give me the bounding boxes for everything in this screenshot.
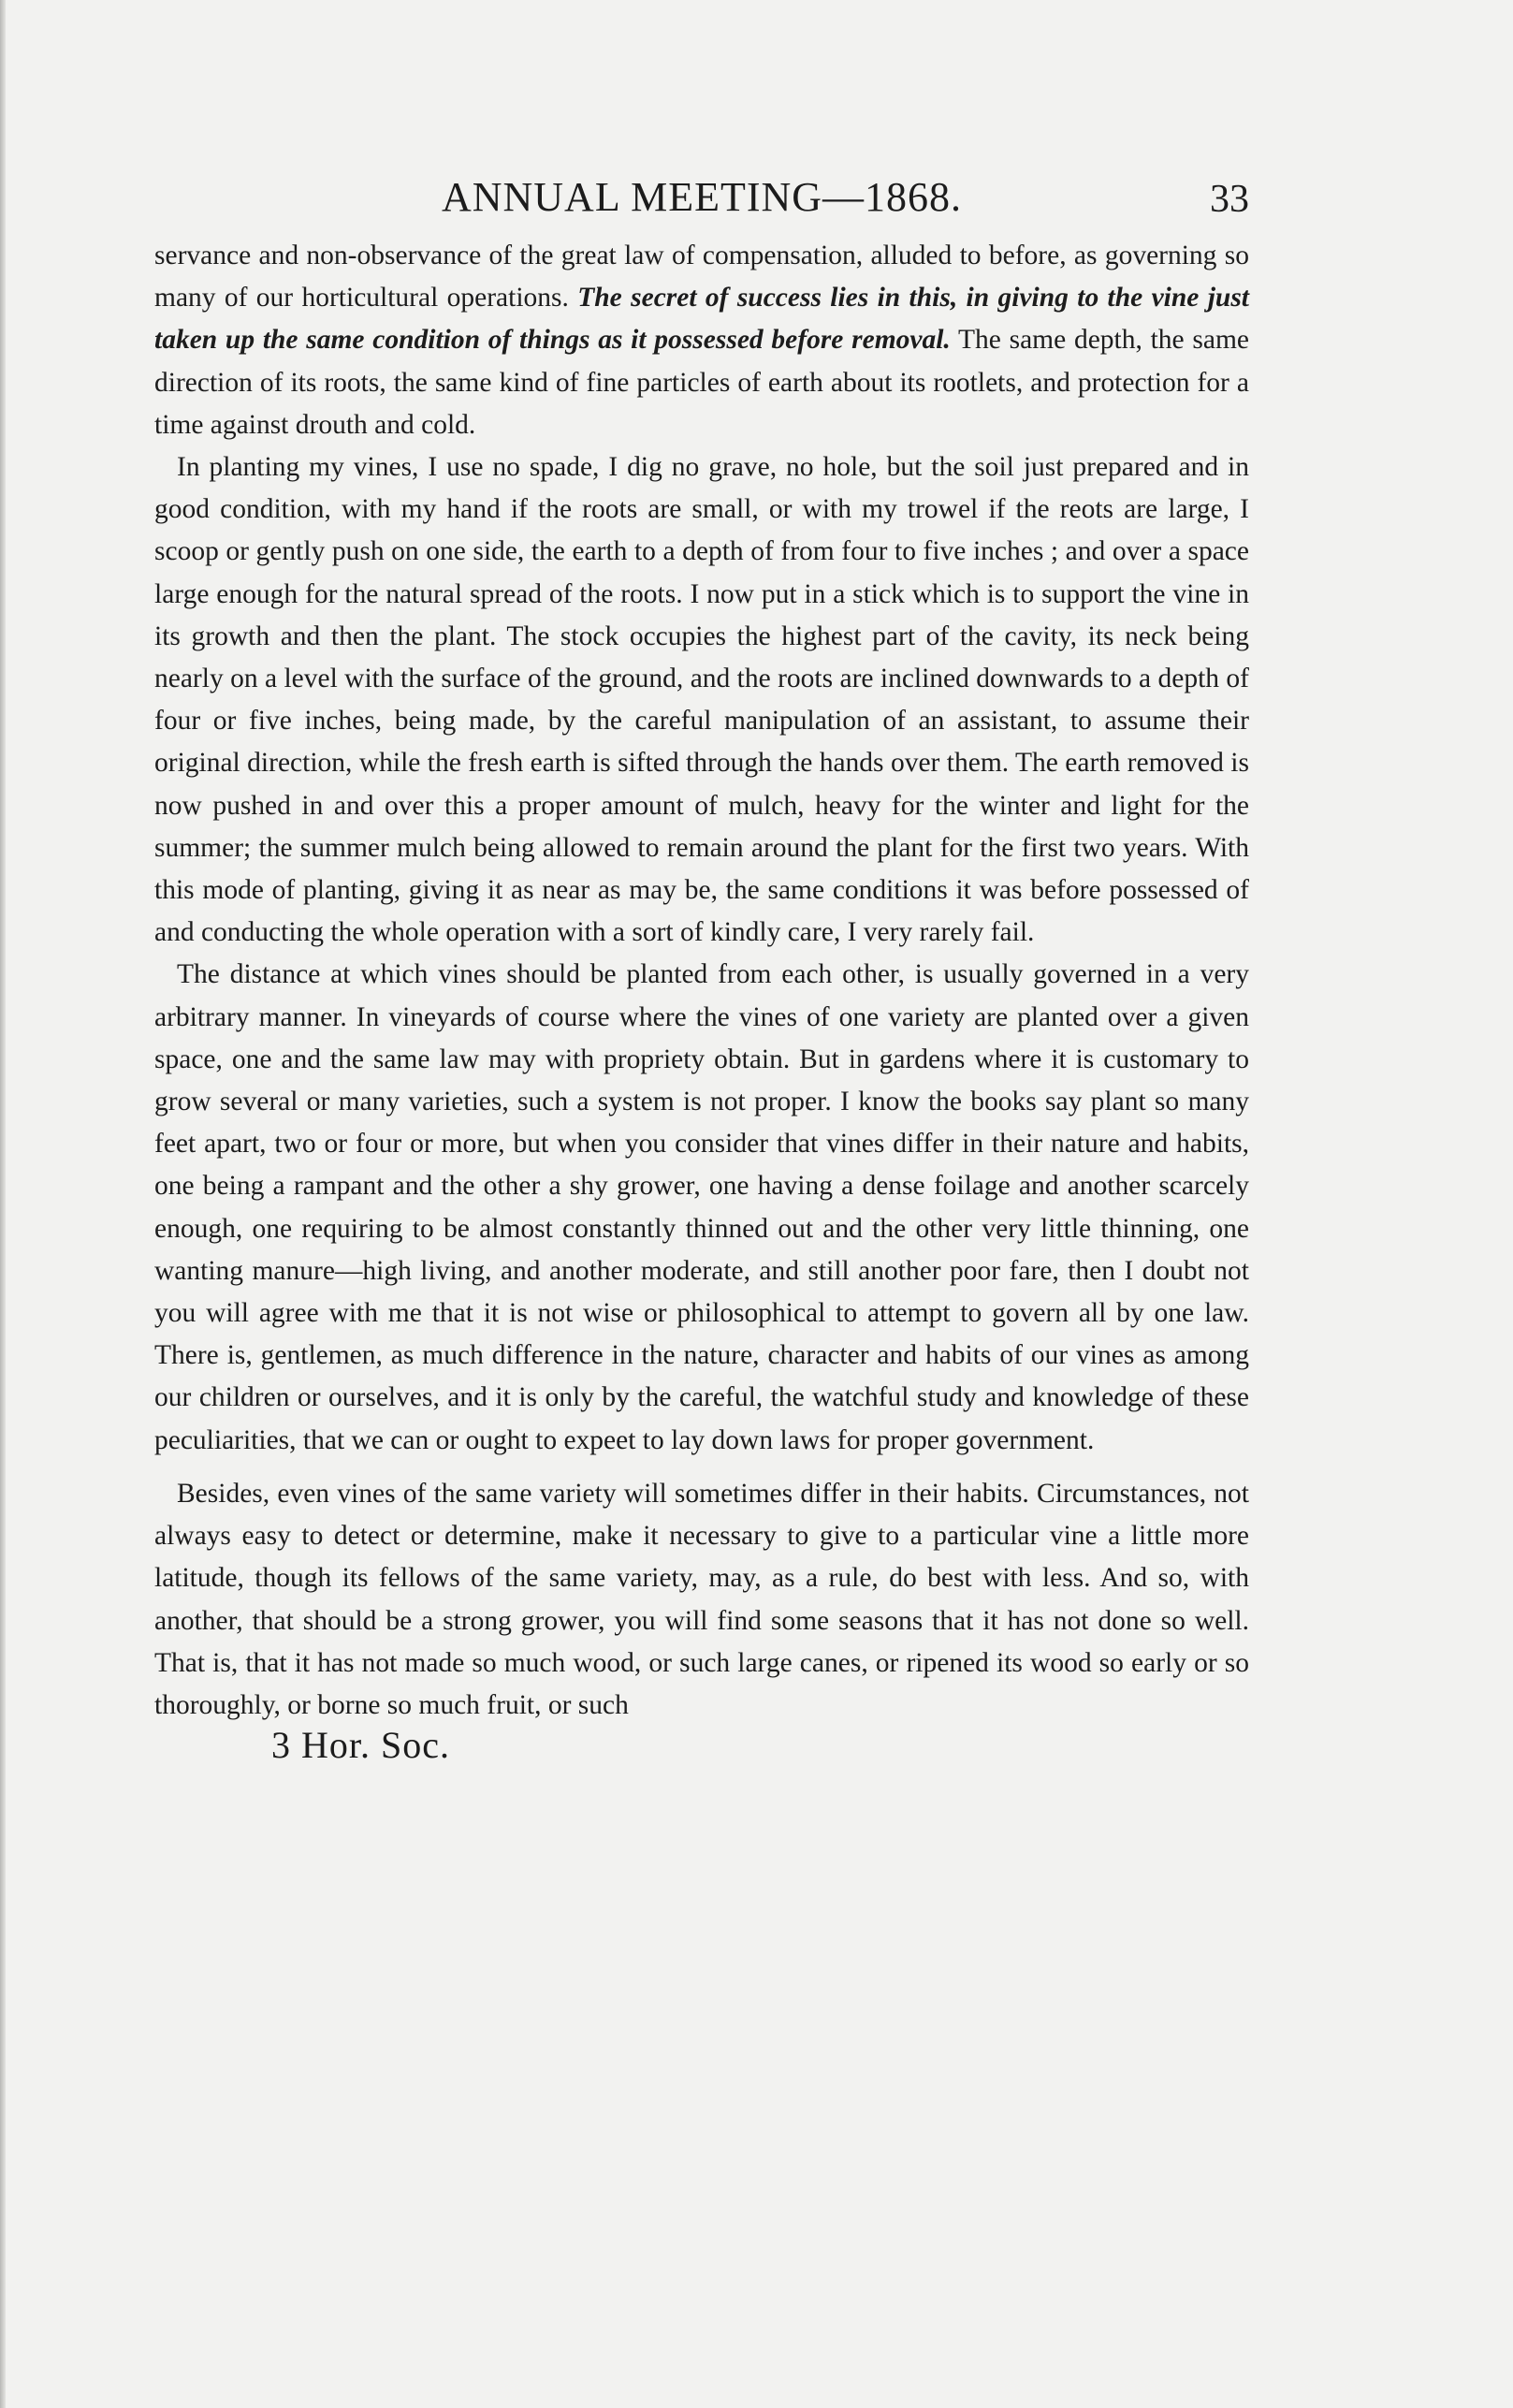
page-edge-shadow <box>0 0 6 2408</box>
paragraph-1-italic-emphasis: The secret of success lies in this, in giving to the vine just taken up the same condition of things as it possessed before removal. <box>154 283 1249 356</box>
paragraph-1-text-end: The same depth, the same direction of its roots, the same kind of fine particles of earth about its rootlets, and protection for a time against drouth and cold. <box>154 325 1249 440</box>
paragraph-3: The distance at which vines should be planted from each other, is usually governed in a very arbitrary manner. In vineyards of course where the vines of one variety are planted over a given space, one and the same law may with propriety obtain. But in gardens where it is customary to grow several or many varieties, such a system is not proper. I know the books say plant so many feet apart, two or four or more, but when you consider that vines differ in their nature and habits, one being a rampant and the other a shy grower, one having a dense foilage and another scarcely enough, one requiring to be almost constantly thinned out and the other very little thinning, one wanting manure—high living, and another moderate, and still another poor fare, then I doubt not you will agree with me that it is not wise or philosophical to attempt to govern all by one law. There is, gentlemen, as much difference in the nature, character and habits of our vines as among our children or ourselves, and it is only by the careful, the watchful study and knowledge of these peculiarities, that we can or ought to expeet to lay down laws for proper government. <box>154 959 1249 1455</box>
signature-mark: 3 Hor. Soc. <box>271 1724 450 1767</box>
body-text <box>154 235 1249 1727</box>
running-head <box>154 173 1249 229</box>
paragraph-1-text-start: servance and non-observance of the great law of compensation, alluded to before, as governing so many of our horticultural operations. <box>154 241 1249 314</box>
paragraph-2: In planting my vines, I use no spade, I dig no grave, no hole, but the soil just prepared and in good condition, with my hand if the roots are small, or with my trowel if the reots are large, I scoop or gently push on one side, the earth to a depth of from four to five inches ; and over a space large enough for the natural spread of the roots. I now put in a stick which is to support the vine in its growth and then the plant. The stock occupies the highest part of the cavity, its neck being nearly on a level with the surface of the ground, and the roots are inclined downwards to a depth of four or five inches, being made, by the careful manipulation of an assistant, to assume their original direction, while the fresh earth is sifted through the hands over them. The earth removed is now pushed in and over this a proper amount of mulch, heavy for the winter and light for the summer; the summer mulch being allowed to remain around the plant for the first two years. With this mode of planting, giving it as near as may be, the same conditions it was before possessed of and conducting the whole operation with a sort of kindly care, I very rarely fail. <box>154 452 1249 948</box>
running-title: ANNUAL MEETING—1868. <box>441 174 963 220</box>
paragraph-1 <box>154 235 1249 446</box>
book-page <box>154 173 1249 1767</box>
page-number: 33 <box>1210 178 1249 221</box>
paragraph-4: Besides, even vines of the same variety will sometimes differ in their habits. Circumstances, not always easy to detect or determine, make it necessary to give to a particular vine a little more latitude, though its fellows of the same variety, may, as a rule, do best with less. And so, with another, that should be a strong grower, you will find some seasons that it has not done so well. That is, that it has not made so much wood, or such large canes, or ripened its wood so early or so thoroughly, or borne so much fruit, or such <box>154 1478 1249 1720</box>
